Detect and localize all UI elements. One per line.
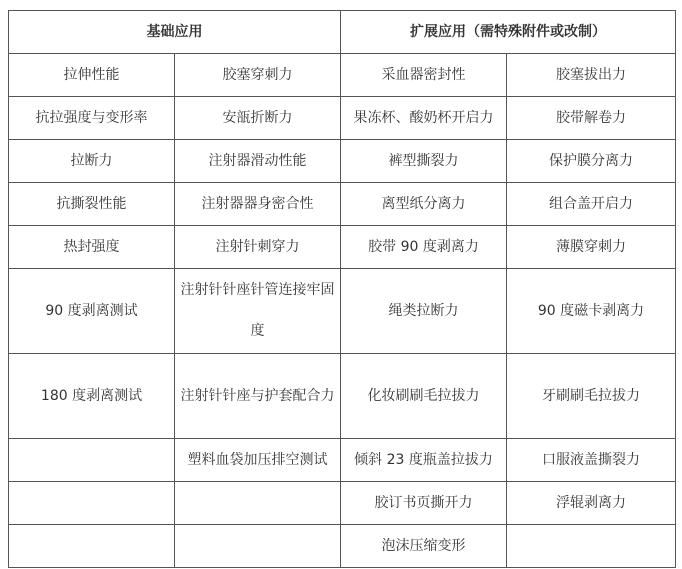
table-cell: 牙刷刷毛拉拔力 [507, 354, 676, 439]
table-cell [175, 525, 341, 568]
table-row [9, 97, 676, 140]
table-cell: 胶订书页撕开力 [341, 482, 507, 525]
table-cell: 浮辊剥离力 [507, 482, 676, 525]
table-cell [9, 525, 175, 568]
table-row [9, 482, 676, 525]
table-cell: 90 度磁卡剥离力 [507, 269, 676, 354]
table-cell: 注射器器身密合性 [175, 183, 341, 226]
table-cell: 果冻杯、酸奶杯开启力 [341, 97, 507, 140]
table-cell: 塑料血袋加压排空测试 [175, 439, 341, 482]
table-cell: 倾斜 23 度瓶盖拉拔力 [341, 439, 507, 482]
header-row [9, 11, 676, 54]
table-cell: 注射针针座针管连接牢固度 [175, 269, 341, 354]
table-cell: 胶带 90 度剥离力 [341, 226, 507, 269]
table-cell: 口服液盖撕裂力 [507, 439, 676, 482]
table-row [9, 439, 676, 482]
table-row [9, 354, 676, 439]
table-cell: 拉断力 [9, 140, 175, 183]
table-row [9, 525, 676, 568]
table-cell [9, 482, 175, 525]
table-cell: 抗撕裂性能 [9, 183, 175, 226]
table-cell: 安瓿折断力 [175, 97, 341, 140]
table-cell: 离型纸分离力 [341, 183, 507, 226]
table-row [9, 269, 676, 354]
header-basic-applications: 基础应用 [9, 11, 341, 54]
table-cell: 采血器密封性 [341, 54, 507, 97]
table-cell: 胶带解卷力 [507, 97, 676, 140]
table-cell: 胶塞拔出力 [507, 54, 676, 97]
table-cell: 热封强度 [9, 226, 175, 269]
header-extended-applications: 扩展应用（需特殊附件或改制） [341, 11, 676, 54]
table-cell: 注射器滑动性能 [175, 140, 341, 183]
table-cell [9, 439, 175, 482]
table-cell: 裤型撕裂力 [341, 140, 507, 183]
table-cell: 注射针针座与护套配合力 [175, 354, 341, 439]
table-cell: 薄膜穿刺力 [507, 226, 676, 269]
table-row [9, 226, 676, 269]
table-cell: 化妆刷刷毛拉拔力 [341, 354, 507, 439]
table-row [9, 183, 676, 226]
table-cell: 胶塞穿刺力 [175, 54, 341, 97]
table-row [9, 140, 676, 183]
table-row [9, 54, 676, 97]
table-cell: 绳类拉断力 [341, 269, 507, 354]
table-cell: 90 度剥离测试 [9, 269, 175, 354]
table-cell: 拉伸性能 [9, 54, 175, 97]
table-cell: 保护膜分离力 [507, 140, 676, 183]
table-cell: 组合盖开启力 [507, 183, 676, 226]
table-cell: 180 度剥离测试 [9, 354, 175, 439]
table-cell [175, 482, 341, 525]
table-cell: 抗拉强度与变形率 [9, 97, 175, 140]
table-cell: 泡沫压缩变形 [341, 525, 507, 568]
table-cell: 注射针刺穿力 [175, 226, 341, 269]
table-cell [507, 525, 676, 568]
application-table [8, 10, 676, 568]
